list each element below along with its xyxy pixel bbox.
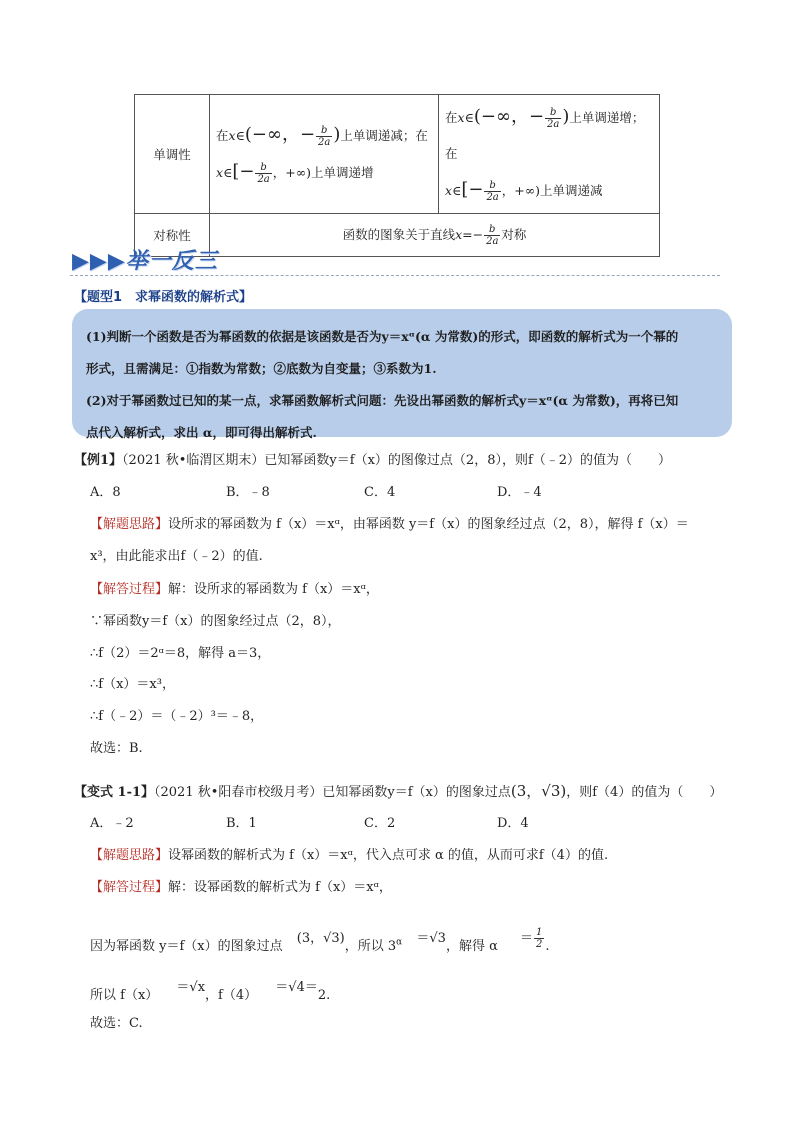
hint-line: 点代入解析式，求出 α，即可得出解析式.	[86, 425, 317, 440]
variant-text: （2021 秋•阳春市校级月考）已知幂函数y＝f（x）的图象过点	[154, 785, 511, 800]
option-c: C．4	[364, 485, 396, 500]
fraction	[255, 162, 271, 185]
fraction	[484, 180, 500, 203]
point: (3，√3)	[296, 931, 345, 946]
hint-line: 形式，且需满足：①指数为常数；②底数为自变量；③系数为1.	[86, 361, 437, 376]
idea-tag: 【解题思路】	[90, 848, 169, 863]
text: 上单调递增	[311, 165, 374, 180]
example-1-stem	[74, 449, 671, 468]
fraction-num: b	[316, 125, 332, 137]
interval-close: )	[562, 106, 570, 127]
fraction-num: b	[255, 162, 271, 174]
text: 函数的图象关于直线	[342, 226, 456, 242]
equals: ＝	[520, 931, 534, 946]
text: 2.	[317, 988, 331, 1003]
exponent: α	[396, 937, 403, 948]
process-line: ∴f（﹣2）＝（﹣2）³＝﹣8，	[90, 709, 264, 724]
text: ，f（4）	[205, 988, 258, 1003]
fraction-den: 2	[536, 939, 543, 950]
equation: ＝√x	[176, 980, 206, 995]
idea-text: 设幂函数的解析式为 f（x）＝xᵅ，代入点可求 α 的值，从而可求f（4）的值.	[168, 848, 609, 863]
process-line	[90, 980, 331, 1003]
idea-text-cont: x³，由此能求出f（﹣2）的值.	[90, 549, 263, 564]
text: 上单调递减；在	[340, 128, 428, 143]
text: 上单调递增；在	[445, 110, 645, 161]
fraction	[484, 224, 500, 247]
idea-tag: 【解题思路】	[90, 517, 169, 532]
equation	[520, 927, 545, 950]
fraction-den: 2a	[257, 174, 270, 185]
fraction	[316, 125, 332, 148]
equation: ＝√3	[416, 931, 446, 946]
hint-line: (2)对于幂函数过已知的某一点，求幂函数解析式问题：先设出幂函数的解析式y＝xᵅ(α 为常数)，再将已知	[86, 393, 679, 408]
process-tag: 【解答过程】	[90, 582, 169, 597]
interval-close: )	[333, 124, 341, 145]
text: 在	[216, 128, 229, 143]
fraction-num: b	[484, 180, 500, 192]
interval-open: (−∞，−	[473, 106, 545, 127]
solution-process	[90, 578, 379, 597]
symmetry-text	[210, 214, 660, 257]
text: 所以 f（x）	[90, 988, 159, 1003]
option-b: B．1	[226, 816, 257, 831]
fraction-num: 1	[536, 927, 543, 938]
interval-open: [−	[232, 161, 255, 182]
solution-idea	[90, 513, 689, 532]
monotonicity-case-left: 在x∈(−∞，− $\frac{b}{2a}$ )上单调递减；在 x∈[− $\frac{b}{2a}$ ，+∞)上单调递增	[210, 95, 439, 214]
divider	[70, 275, 720, 276]
process-line: ∵幂函数y＝f（x）的图象经过点（2，8），	[90, 614, 341, 629]
interval-open: [−	[461, 179, 484, 200]
fraction-den: 2a	[486, 235, 499, 247]
option-b: B．﹣8	[226, 485, 270, 500]
option-d: D．﹣4	[497, 485, 542, 500]
example-tag: 【例1】	[74, 453, 123, 468]
fraction-num: b	[545, 107, 561, 119]
method-hint-box	[72, 309, 732, 440]
option-d: D．4	[497, 816, 529, 831]
fraction	[545, 107, 561, 130]
text: 上单调递减	[540, 183, 603, 198]
variant-text: ，则f（4）的值为（ ）	[566, 785, 723, 800]
option-c: C．2	[364, 816, 396, 831]
point: (3，√3)	[510, 782, 567, 800]
properties-table	[134, 94, 660, 257]
monotonicity-case-right: 在x∈(−∞，− $\frac{b}{2a}$ )上单调递增；在 x∈[− $\frac{b}{2a}$ ，+∞)上单调递减	[439, 95, 660, 214]
row-label-monotonicity: 单调性	[135, 95, 210, 214]
idea-text: 设所求的幂函数为 f（x）＝xᵅ，由幂函数 y＝f（x）的图象经过点（2，8），解得 f（x）＝	[168, 517, 689, 532]
text: 在	[445, 110, 458, 125]
equation: ＝√4＝	[275, 980, 318, 995]
fraction-den: 2a	[486, 192, 499, 203]
variant-tag: 【变式 1-1】	[74, 785, 155, 800]
fraction-half	[534, 927, 544, 950]
text: ，解得 α	[445, 939, 498, 954]
solution-process	[90, 876, 392, 895]
process-tag: 【解答过程】	[90, 880, 169, 895]
process-line: ∴f（2）＝2ᵅ＝8，解得 a＝3，	[90, 646, 271, 661]
fraction-den: 2a	[547, 119, 560, 130]
interval-close: ，+∞)	[272, 165, 312, 180]
process-line: ∴f（x）＝x³，	[90, 677, 175, 692]
process-line: 因为幂函数 y＝f（x）的图象过点 (3，√3)，所以 $3^\alpha =√3$，解得 α ＝ $\frac{1}{2}$ .	[90, 927, 550, 954]
fraction-num: b	[484, 224, 500, 236]
interval-open: (−∞，−	[244, 124, 316, 145]
process-line: 解：设幂函数的解析式为 f（x）＝xᵅ，	[168, 880, 392, 895]
section-banner: ▶▶▶举一反三	[72, 249, 218, 274]
variant-1-1-stem	[74, 780, 722, 801]
hint-line: (1)判断一个函数是否为幂函数的依据是该函数是否为y＝xᵅ(α 为常数)的形式，即函数的解析式为一个幂的	[86, 329, 679, 344]
equation: x=−	[455, 226, 484, 242]
process-line: 解：设所求的幂函数为 f（x）＝xᵅ，	[168, 582, 379, 597]
text: 因为幂函数 y＝f（x）的图象过点	[90, 939, 283, 954]
answer: 故选：C.	[90, 1016, 143, 1031]
option-a: A．﹣2	[90, 816, 134, 831]
example-text: （2021 秋•临渭区期末）已知幂函数y＝f（x）的图像过点（2，8），则f（﹣2）的值为（ ）	[122, 453, 672, 468]
answer: 故选：B.	[90, 741, 143, 756]
solution-idea	[90, 844, 608, 863]
text: 对称	[501, 226, 527, 242]
text: ，所以 3	[344, 939, 397, 954]
interval-close: ，+∞)	[501, 183, 541, 198]
row-label-symmetry: 对称性	[135, 214, 210, 257]
fraction-den: 2a	[318, 137, 331, 148]
topic-title: 【题型1 求幂函数的解析式】	[74, 290, 253, 305]
table-row	[135, 95, 660, 214]
option-a: A．8	[90, 485, 121, 500]
